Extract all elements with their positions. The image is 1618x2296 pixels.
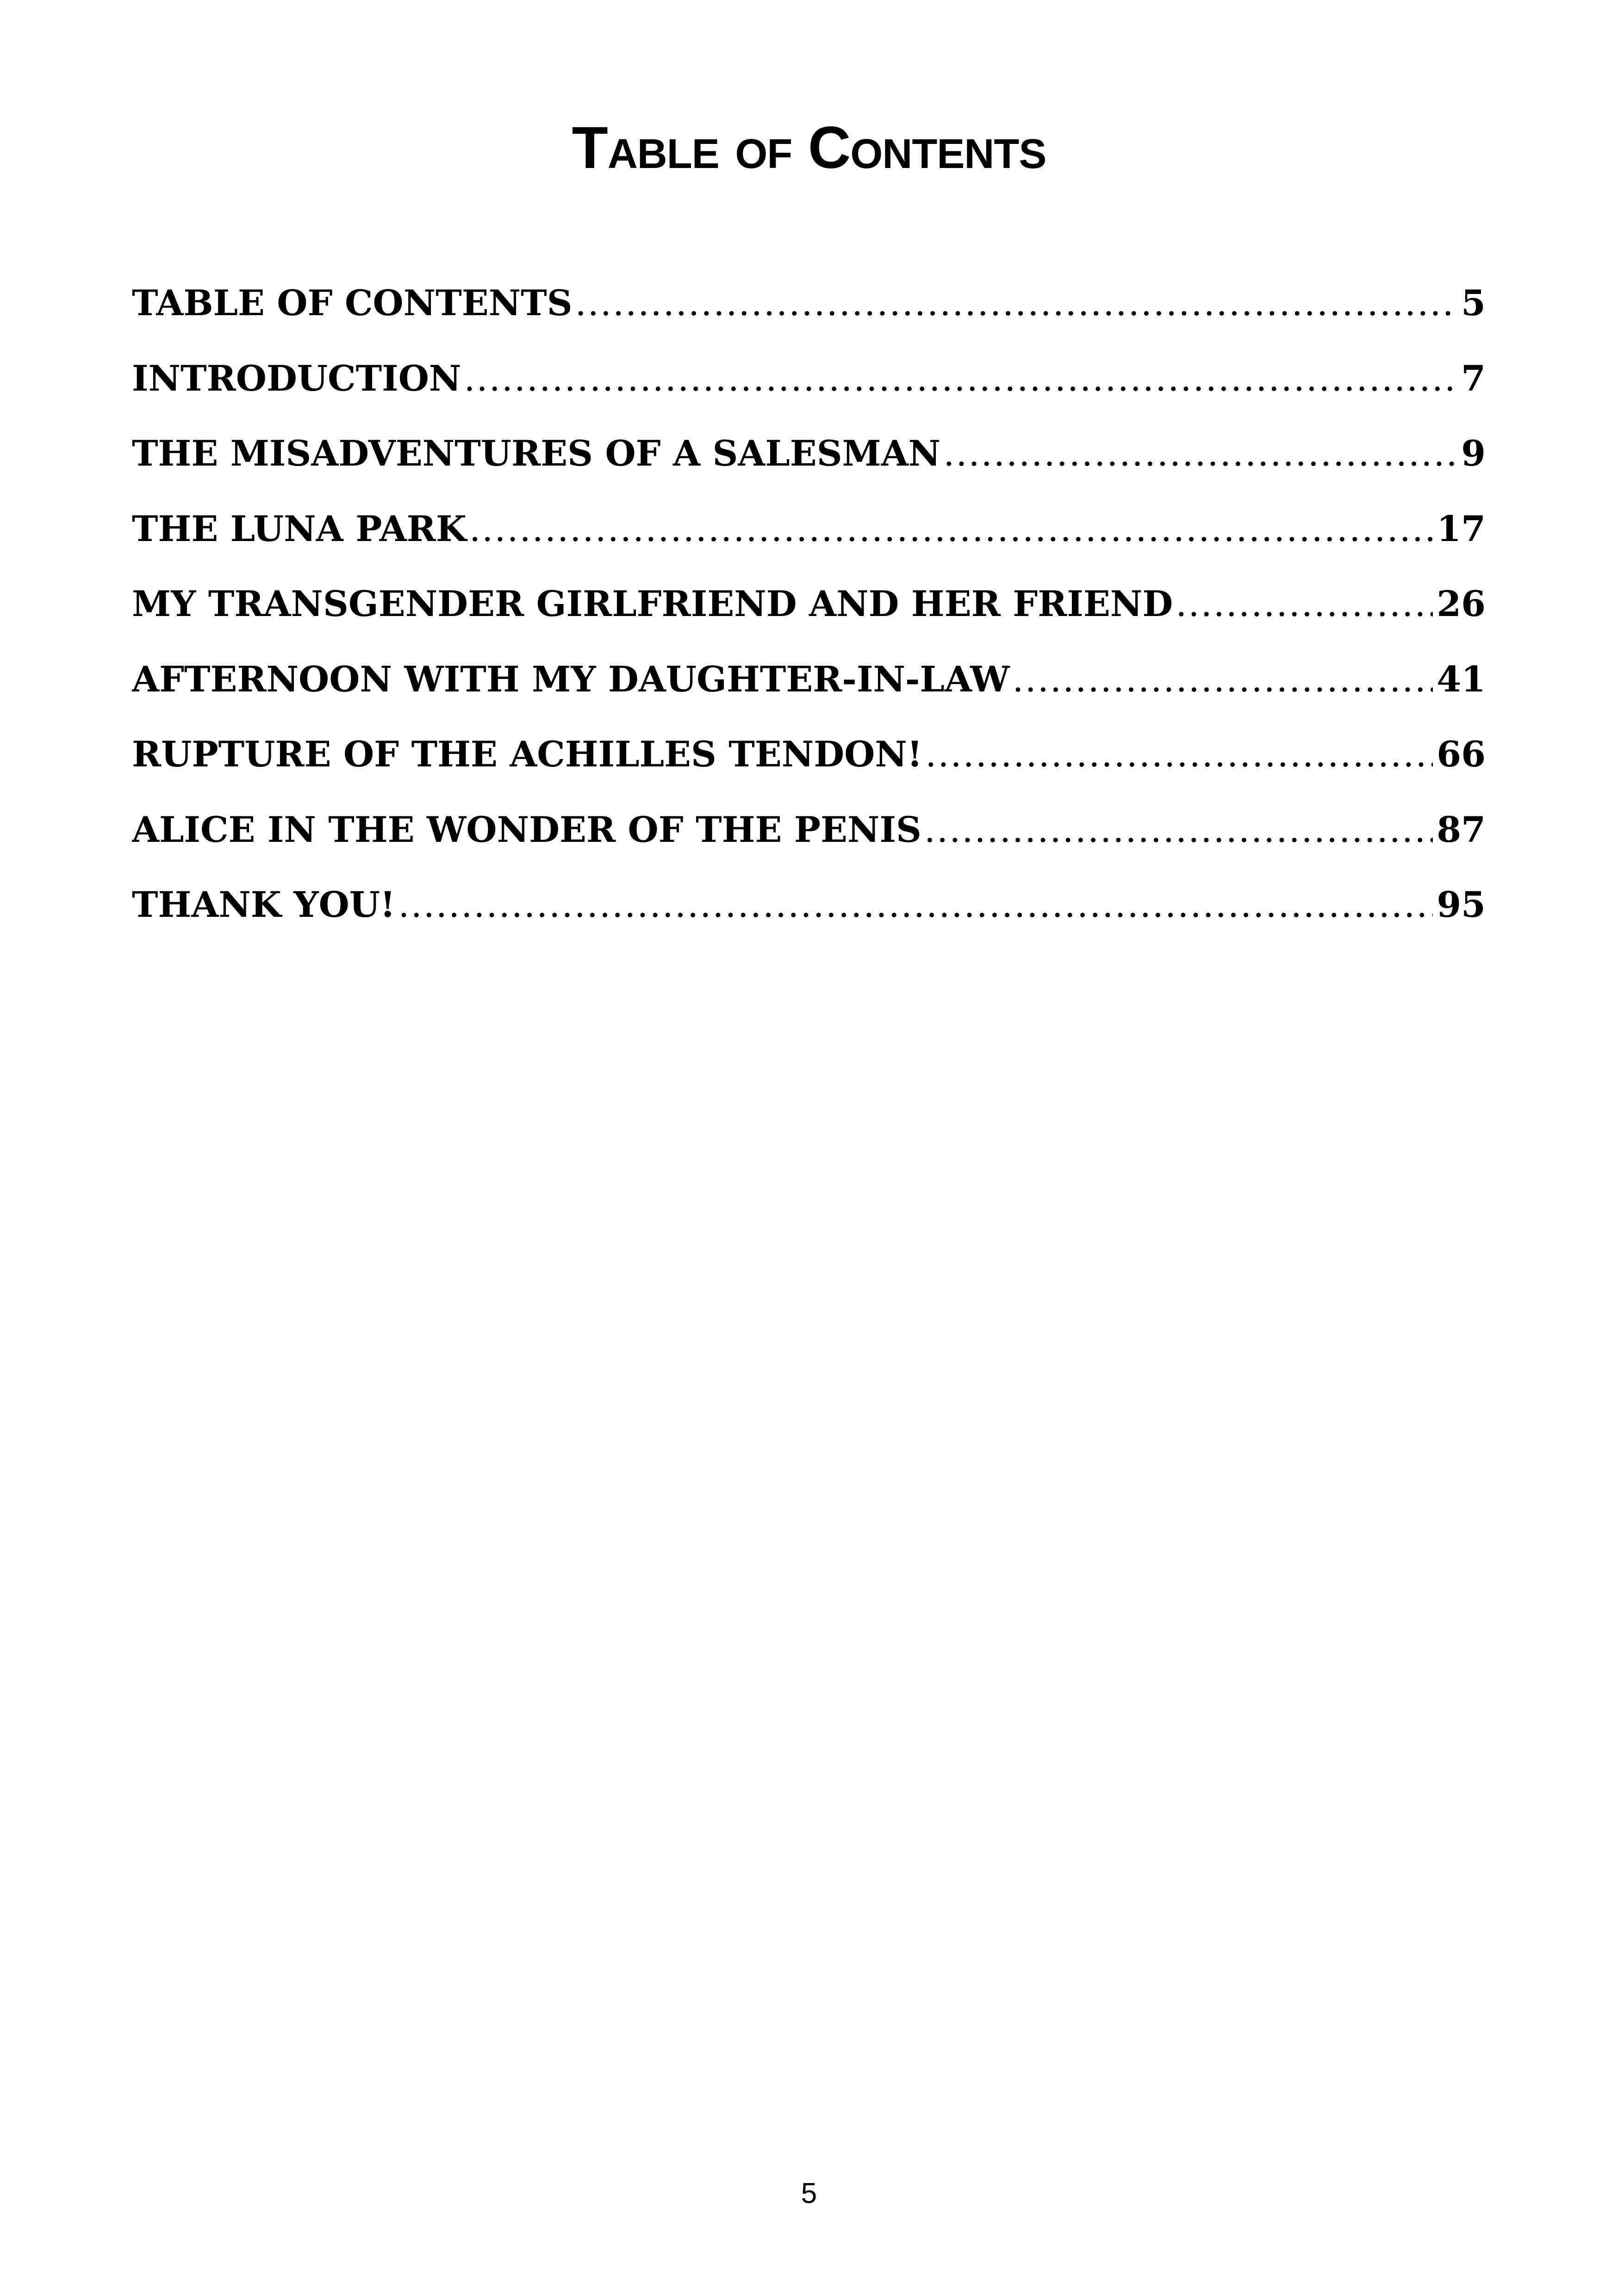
toc-entry-page: 26 bbox=[1437, 583, 1486, 624]
toc-entry-title: RUPTURE OF THE ACHILLES TENDON! bbox=[132, 734, 923, 775]
toc-dot-leader bbox=[943, 428, 1457, 479]
toc-entry[interactable] bbox=[132, 504, 1486, 579]
toc-entry-page: 87 bbox=[1437, 809, 1486, 850]
toc-entry-page: 17 bbox=[1437, 508, 1486, 549]
page-title: Table of Contents bbox=[572, 115, 1046, 181]
toc-entry[interactable] bbox=[132, 278, 1486, 353]
toc-entry[interactable] bbox=[132, 428, 1486, 504]
toc-entry-page: 5 bbox=[1461, 282, 1486, 324]
page-number: 5 bbox=[801, 2178, 817, 2209]
toc-dot-leader bbox=[464, 353, 1457, 404]
toc-entry-page: 66 bbox=[1437, 734, 1486, 775]
toc-entry-title: THANK YOU! bbox=[132, 884, 396, 925]
toc-entry-title: ALICE IN THE WONDER OF THE PENIS bbox=[132, 809, 921, 850]
toc-dot-leader bbox=[924, 804, 1433, 855]
toc-entry-page: 7 bbox=[1461, 357, 1486, 399]
toc-entry-page: 9 bbox=[1461, 433, 1486, 474]
toc-entry-title: INTRODUCTION bbox=[132, 357, 461, 399]
toc-entry-page: 95 bbox=[1437, 884, 1486, 925]
toc-dot-leader bbox=[469, 504, 1433, 554]
toc-dot-leader bbox=[398, 879, 1433, 930]
toc-dot-leader bbox=[575, 278, 1458, 329]
toc-entry-title: THE MISADVENTURES OF A SALESMAN bbox=[132, 433, 941, 474]
toc-entry-page: 41 bbox=[1437, 658, 1486, 700]
toc-entry-title: TABLE OF CONTENTS bbox=[132, 282, 573, 324]
toc-entry-title: AFTERNOON WITH MY DAUGHTER-IN-LAW bbox=[132, 658, 1010, 700]
toc-entry-title: THE LUNA PARK bbox=[132, 508, 467, 549]
toc-entry[interactable] bbox=[132, 804, 1486, 880]
toc-dot-leader bbox=[925, 729, 1433, 780]
toc-entry[interactable] bbox=[132, 654, 1486, 729]
toc-entry[interactable] bbox=[132, 353, 1486, 429]
toc-entry[interactable] bbox=[132, 879, 1486, 955]
toc-dot-leader bbox=[1176, 579, 1433, 629]
table-of-contents bbox=[132, 278, 1486, 955]
toc-entry[interactable] bbox=[132, 729, 1486, 804]
toc-entry-title: MY TRANSGENDER GIRLFRIEND AND HER FRIEND bbox=[132, 583, 1173, 624]
toc-entry[interactable] bbox=[132, 579, 1486, 654]
toc-dot-leader bbox=[1013, 654, 1433, 705]
